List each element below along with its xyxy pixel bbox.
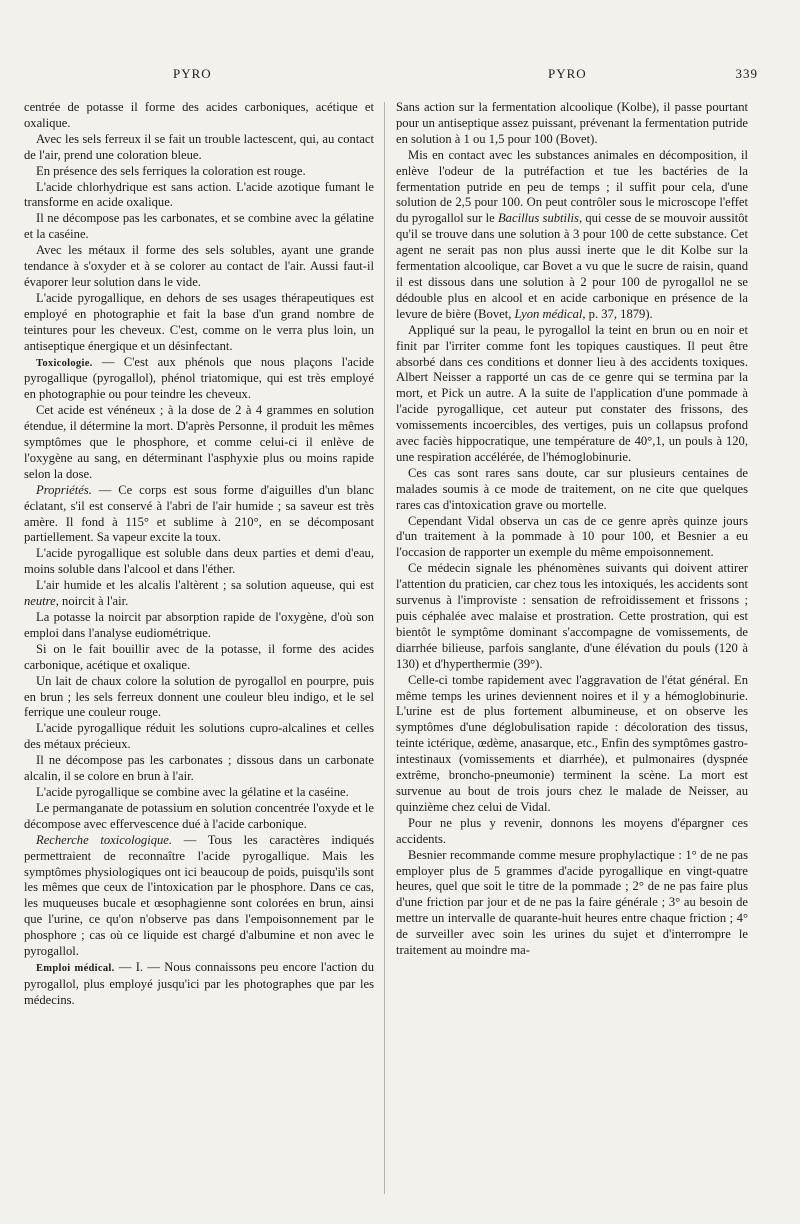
paragraph-text: — Tous les caractères indiqués permettraient de reconnaître l'acide pyrogallique. Mais les symptômes physiologiques ont ici beaucoup de poids, puisqu'ils sont les mêmes que ceux de l'intoxication par le phosphore. Dans ce cas, les muqueuses bucale et œsophagienne sont colorées en brun, ainsi que l'urine, ce qu'on n'observe pas dans l'empoisonnement par le phosphore ; cas où ce liquide est chargé d'albumine et non avec le pyrogallol.	[24, 832, 374, 959]
paragraph	[24, 291, 374, 355]
column-divider	[384, 102, 385, 1194]
running-header	[0, 66, 800, 86]
paragraph	[24, 801, 374, 833]
paragraph-text: Avec les métaux il forme des sels solubles, ayant une grande tendance à s'oxyder et à se colorer au contact de l'air. Aussi faut-il évaporer leur solution dans le vide.	[24, 243, 374, 289]
section-paragraph	[24, 355, 374, 404]
paragraph	[24, 164, 374, 180]
italic-term: Lyon médical	[514, 306, 583, 321]
italic-term: neutre	[24, 594, 56, 609]
paragraph-text: — C'est aux phénols que nous plaçons l'acide pyrogallique (pyrogallol), phénol triatomique, qui est très employé en photographie ou pour teindre les cheveux.	[24, 354, 374, 402]
paragraph-text: Sans action sur la fermentation alcoolique (Kolbe), il passe pourtant pour un antiseptique assez puissant, prévenant la fermentation putride en solution à 1 ou 1,5 pour 100 (Bovet).	[396, 100, 748, 146]
paragraph	[24, 753, 374, 785]
paragraph-text: Pour ne plus y revenir, donnons les moyens d'épargner ces accidents.	[396, 815, 748, 846]
paragraph	[24, 610, 374, 642]
paragraph	[24, 785, 374, 801]
paragraph-text: Un lait de chaux colore la solution de pyrogallol en pourpre, puis en brun ; les sels ferreux donnent une couleur bleu indigo, et le sel ferrique une couleur rouge.	[24, 673, 374, 720]
paragraph-text: Si on le fait bouillir avec de la potasse, il forme des acides carbonique, acétique et oxalique.	[24, 641, 374, 672]
italic-term: Bacillus subtilis	[497, 211, 579, 226]
paragraph	[396, 323, 748, 466]
paragraph-text: L'acide pyrogallique, en dehors de ses usages thérapeutiques est employé en photographie et fait la base d'un grand nombre de teintures pour les cheveux. C'est, comme on le verra plus loin, un antiseptique énergique et un désinfectant.	[24, 290, 374, 353]
paragraph-text: Ces cas sont rares sans doute, car sur plusieurs centaines de malades soumis à ce mode de traitement, on ne cite que quelques rares cas d'intoxication grave ou mortelle.	[396, 465, 748, 512]
paragraph	[396, 848, 748, 959]
paragraph-text: , noircit à l'air.	[55, 594, 129, 609]
left-column	[24, 100, 374, 1009]
paragraph-text: Ce médecin signale les phénomènes suivants qui doivent attirer l'attention du praticien, car chez tous les intoxiqués, les accidents sont survenus à l'improviste : sensation de refroidissement et frissons ; puis céphalée avec malaise et prostration. Cette prostration, qui est bientôt le symptôme dominant s'accompagne de vomissements, de diarrhée bilieuse, parfois sanglante, d'une élévation du pouls (120 à 130) et d'hyperthermie (39°).	[396, 561, 748, 671]
paragraph	[24, 211, 374, 243]
paragraph-text: Il ne décompose pas les carbonates, et se combine avec la gélatine et la caséine.	[24, 211, 374, 242]
paragraph-text: Celle-ci tombe rapidement avec l'aggravation de l'état général. En même temps les urines deviennent noires et il y a hémoglobinurie. L'urine est de plus fortement albumineuse, et on observe les symptômes d'une déglobulisation rapide : décoloration des tissus, teinte ictérique, œdème, anasarque, etc., Enfin des symptômes gastro-intestinaux (vomissements et diarrhée), et pulmonaires (dyspnée extrême, broncho-pneumonie) terminent la scène. La mort est survenue au bout de trois jours chez le malade de Neisser, au quinzième chez celui de Vidal.	[396, 672, 748, 814]
paragraph	[24, 546, 374, 578]
paragraph-text: L'acide pyrogallique réduit les solutions cupro-alcalines et celles des métaux précieux.	[24, 721, 374, 752]
continued-paragraph	[396, 100, 748, 148]
paragraph-text: Besnier recommande comme mesure prophylactique : 1° de ne pas employer plus de 5 grammes d'acide pyrogallique en vingt-quatre heures, quel que soit le titre de la pommade ; 2° de ne pas faire plus d'une friction par jour et de ne pas la faire générale ; 3° au besoin de mettre un intervalle de quarante-huit heures entre chaque friction ; 4° de surveiller avec soin les urines du sujet et d'interrompre le traitement au moindre ma-	[396, 847, 748, 958]
paragraph	[396, 466, 748, 514]
paragraph-text: Avec les sels ferreux il se fait un trouble lactescent, qui, au contact de l'air, prend une coloration bleue.	[24, 131, 374, 162]
paragraph-text: La potasse la noircit par absorption rapide de l'oxygène, d'où son emploi dans l'analyse eudiométrique.	[24, 610, 374, 640]
subsection-heading: Propriétés.	[36, 482, 92, 497]
subsection-paragraph	[24, 833, 374, 960]
running-head-left: PYRO	[173, 66, 212, 81]
paragraph-text: Cet acide est vénéneux ; à la dose de 2 à 4 grammes en solution étendue, il détermine la mort. D'après Personne, il produit les mêmes symptômes que le phosphore, et comme celui-ci il enlève de l'oxygène au sang, en déterminant l'asphyxie plus ou moins rapide selon la dose.	[24, 403, 374, 481]
section-paragraph	[24, 960, 374, 1009]
section-heading: Emploi médical.	[36, 962, 115, 974]
paragraph	[396, 514, 748, 562]
paragraph	[24, 721, 374, 753]
paragraph-text: centrée de potasse il forme des acides carboniques, acétique et oxalique.	[24, 100, 374, 130]
paragraph	[24, 243, 374, 291]
paragraph-text: Mis en contact avec les substances animales en décomposition, il enlève l'odeur de la putréfaction et tue les bactéries de la fermentation putride en peu de temps ; il suffit pour cela, d'une solution de 2,5 pour 100. On peut contrôler sous le microscope l'effet du pyrogallol sur le	[396, 147, 748, 226]
paragraph	[24, 132, 374, 164]
paragraph	[24, 578, 374, 610]
paragraph-text: Cependant Vidal observa un cas de ce genre après quinze jours d'un traitement à la pommade à 10 pour 100, et Besnier a eu l'occasion de rapporter un exemple du même empoisonnement.	[396, 513, 748, 560]
right-column	[396, 100, 748, 959]
paragraph	[396, 673, 748, 816]
paragraph-text: Appliqué sur la peau, le pyrogallol la teint en brun ou en noir et finit par l'irriter comme font les topiques caustiques. Il peut être absorbé dans ces conditions et donner lieu à des accidents toxiques. Albert Neisser a rapporté un cas de ce genre qui se termina par la mort, et Pick un autre. A la suite de l'application d'une pommade à l'acide pyrogallique, cet auteur put constater des frissons, des vomissements incoercibles, des vertiges, puis un collapsus profond avec faciès hippocratique, une température de 40°,1, un pouls à 120, une respiration accélérée, de l'hémoglobinurie.	[396, 322, 748, 464]
paragraph-text: En présence des sels ferriques la coloration est rouge.	[36, 163, 306, 178]
continued-paragraph	[24, 100, 374, 132]
paragraph-text: L'acide pyrogallique est soluble dans deux parties et demi d'eau, moins soluble dans l'alcool et dans l'éther.	[24, 546, 374, 577]
section-heading: Toxicologie.	[36, 357, 93, 369]
paragraph-text: — I. — Nous connaissons peu encore l'action du pyrogallol, plus employé jusqu'ici par les photographes que par les médecins.	[24, 959, 374, 1007]
paragraph	[24, 403, 374, 483]
paragraph	[396, 561, 748, 672]
paragraph-text: L'acide pyrogallique se combine avec la gélatine et la caséine.	[36, 784, 349, 799]
paragraph	[396, 148, 748, 323]
paragraph	[24, 674, 374, 722]
paragraph-text: Il ne décompose pas les carbonates ; dissous dans un carbonate alcalin, il se colore en brun à l'air.	[24, 753, 374, 784]
paragraph-text: L'air humide et les alcalis l'altèrent ; sa solution aqueuse, qui est	[36, 578, 374, 593]
paragraph-text: L'acide chlorhydrique est sans action. L'acide azotique fumant le transforme en acide oxalique.	[24, 179, 374, 210]
paragraph-text: , p. 37, 1879).	[582, 306, 653, 321]
subsection-paragraph	[24, 483, 374, 547]
page-number: 339	[735, 66, 758, 81]
paragraph-text: — Ce corps est sous forme d'aiguilles d'un blanc éclatant, s'il est conservé à l'abri de l'air humide ; sa saveur est très amère. Il fond à 115° et sublime à 210°, en se décomposant partiellement. Sa vapeur excite la toux.	[24, 482, 374, 545]
paragraph-text: , qui cesse de se mouvoir aussitôt qu'il se trouve dans une solution à 3 pour 100 de cette substance. Cet agent ne serait pas non plus aussi inerte que le dit Kolbe sur la fermentation alcoolique, car Bovet a vu que le sucre de raisin, quand il est dissous dans une solution à 2 pour 100 de pyrogallol ne se dédouble plus en alcool et en acide carbonique en présence de la levure de bière (Bovet,	[396, 211, 748, 321]
paragraph	[24, 180, 374, 212]
paragraph-text: Le permanganate de potassium en solution concentrée l'oxyde et le décompose avec effervescence dué à l'acide carbonique.	[24, 800, 374, 831]
paragraph	[396, 816, 748, 848]
subsection-heading: Recherche toxicologique.	[36, 832, 173, 847]
paragraph	[24, 642, 374, 674]
running-head-right: PYRO	[548, 66, 587, 81]
